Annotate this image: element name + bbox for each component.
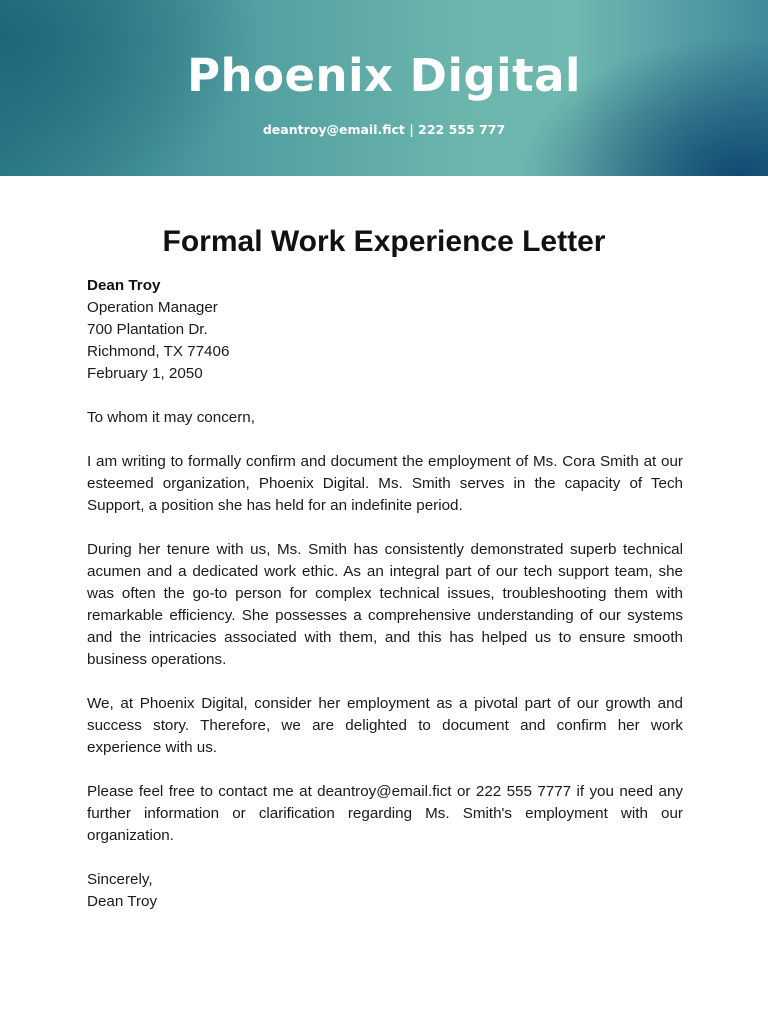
sender-address-line1: 700 Plantation Dr.: [87, 321, 208, 338]
letter-body: [87, 275, 683, 913]
body-paragraph-3: We, at Phoenix Digital, consider her employment as a pivotal part of our growth and success story. Therefore, we are delighted to document and confirm her work experience with us.: [87, 695, 683, 756]
letterhead-banner: [0, 0, 768, 176]
sender-position: Operation Manager: [87, 299, 218, 316]
letter-date: February 1, 2050: [87, 365, 203, 382]
closing: Sincerely,: [87, 871, 153, 888]
company-name: Phoenix Digital: [187, 49, 581, 102]
body-paragraph-2: During her tenure with us, Ms. Smith has consistently demonstrated superb technical acumen and a dedicated work ethic. As an integral part of our tech support team, she was often the go-to person for complex technical issues, troubleshooting them with remarkable efficiency. She possesses a comprehensive understanding of our systems and the intricacies associated with them, and this has helped us to ensure smooth business operations.: [87, 541, 683, 668]
salutation: To whom it may concern,: [87, 409, 255, 426]
sender-address-line2: Richmond, TX 77406: [87, 343, 230, 360]
body-paragraph-4: Please feel free to contact me at deantroy@email.fict or 222 555 7777 if you need any further information or clarification regarding Ms. Smith's employment with our organization.: [87, 783, 683, 844]
signature-name: Dean Troy: [87, 893, 158, 910]
letter-title: Formal Work Experience Letter: [162, 225, 606, 258]
sender-name: Dean Troy: [87, 277, 161, 294]
contact-info: deantroy@email.fict | 222 555 777: [262, 122, 506, 137]
body-paragraph-1: I am writing to formally confirm and document the employment of Ms. Cora Smith at our esteemed organization, Phoenix Digital. Ms. Smith serves in the capacity of Tech Support, a position she has held for an indefinite period.: [87, 453, 683, 514]
